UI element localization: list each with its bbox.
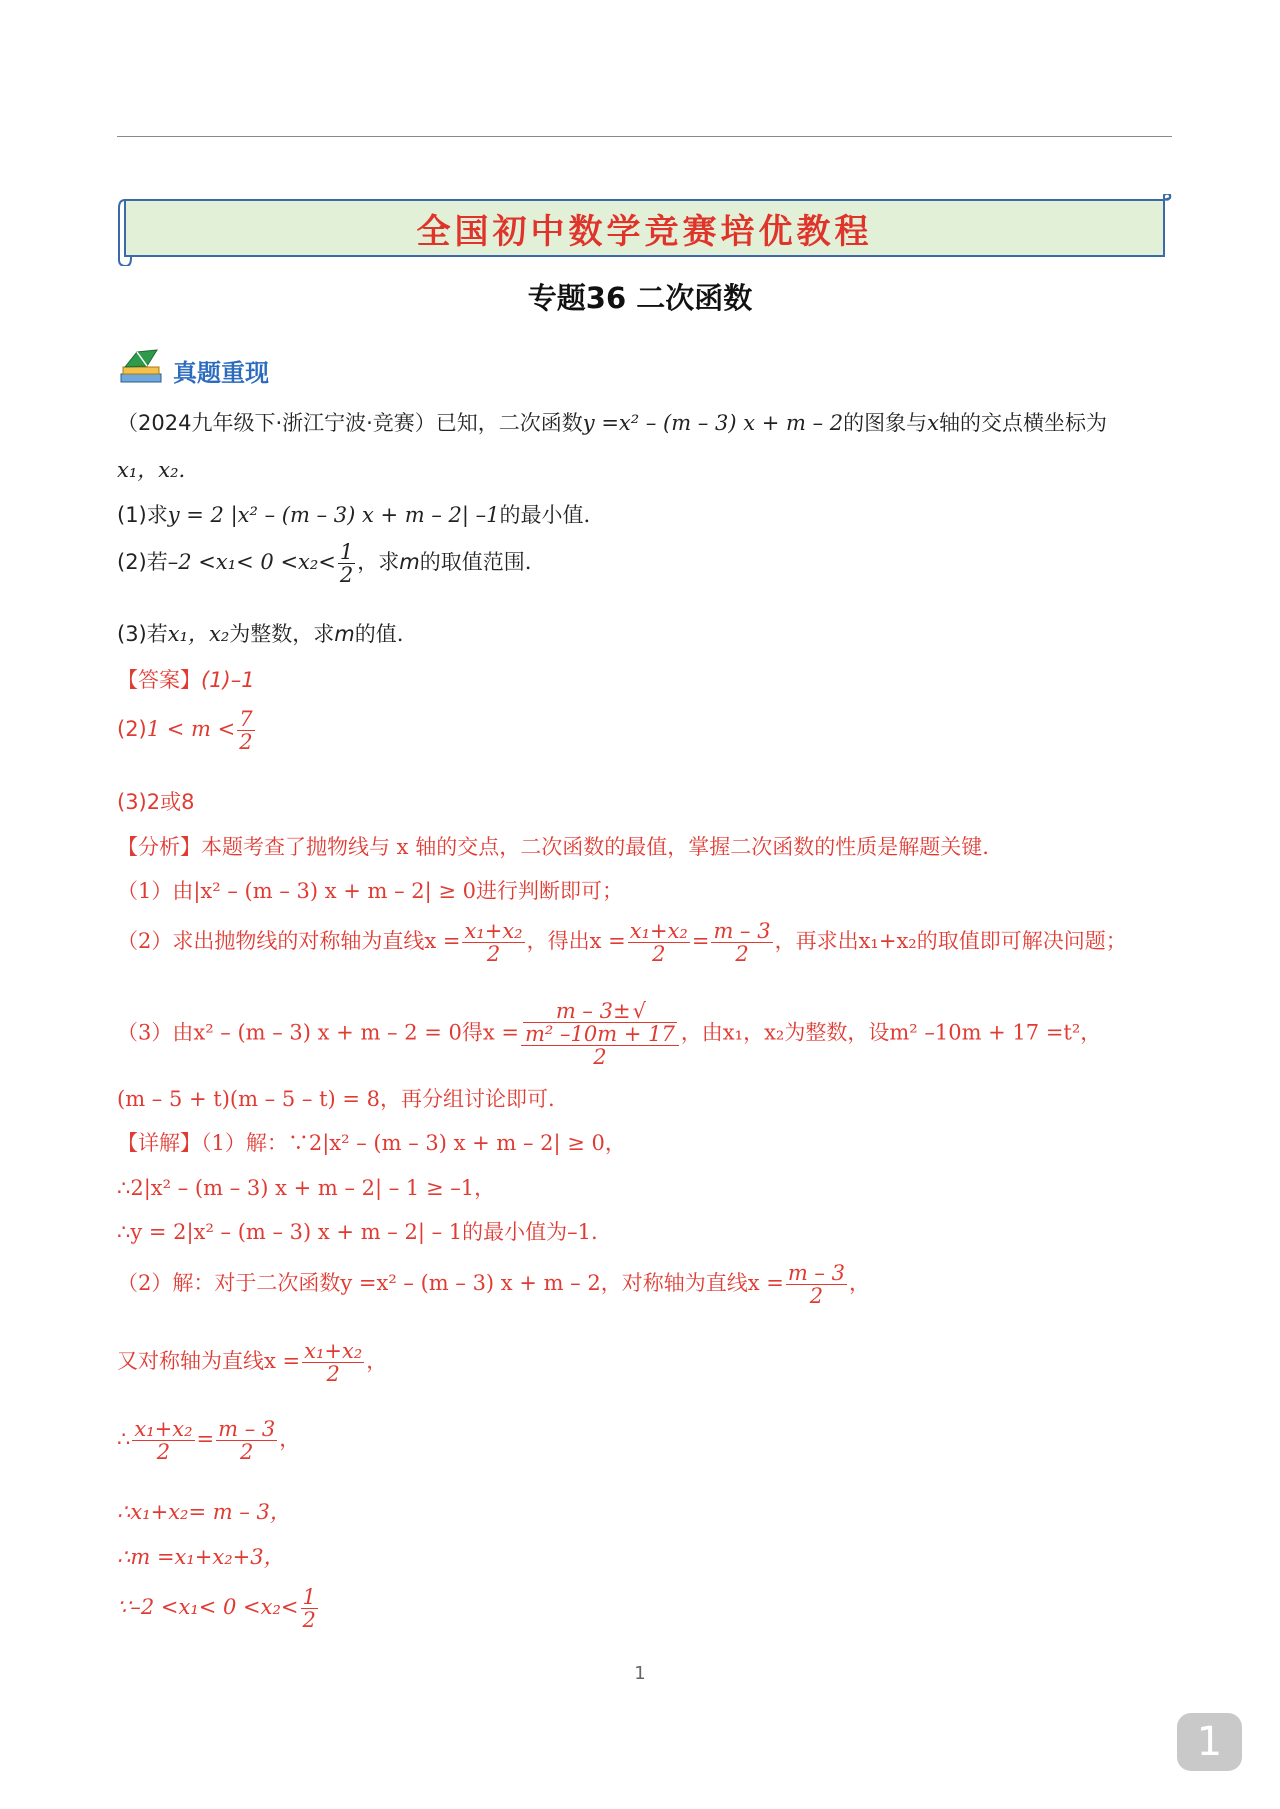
answer-2-expr: 1 < m <: [146, 717, 236, 742]
question-1: [117, 505, 590, 526]
detail-6b: =: [196, 1427, 215, 1452]
q1-expr: y = 2 |x² – (m – 3) x + m – 2| –1: [167, 503, 500, 527]
problem-source: （2024九年级下·浙江宁波·竞赛）: [117, 411, 436, 435]
q3-mid: 为整数，求: [229, 622, 335, 646]
analysis-line-1: [117, 837, 989, 858]
detail-line-1: [117, 1133, 626, 1154]
page-title: 专题36 二次函数: [527, 281, 753, 315]
fraction-sum-4: $\frac{\text{x₁+x₂}}{2}$: [134, 1417, 193, 1465]
detail-4b: ，: [848, 1271, 870, 1296]
answer-line-2: [117, 708, 257, 753]
s2-c: =: [691, 929, 710, 954]
answer-1: (1)–1: [201, 668, 255, 692]
detail-line-7: ∴x₁+x₂= m – 3，: [117, 1500, 291, 1524]
analysis-text: 本题考查了抛物线与 x 轴的交点，二次函数的最值，掌握二次函数的性质是解题关键.: [201, 835, 989, 859]
banner-title: 全国初中数学竞赛培优教程: [416, 212, 873, 252]
analysis-step-1: （1）由|x² – (m – 3) x + m – 2| ≥ 0进行判断即可；: [117, 879, 624, 903]
detail-label: 【详解】: [117, 1131, 201, 1155]
answer-line-1: [117, 670, 255, 691]
detail-5a: 又对称轴为直线x =: [117, 1349, 301, 1374]
section-label: 真题重现: [173, 359, 269, 387]
problem-intro-b: 的图象与: [843, 411, 928, 435]
question-2: [117, 541, 531, 586]
page-number: 1: [634, 1663, 646, 1684]
problem-intro: 已知，二次函数: [435, 411, 583, 435]
detail-6c: ，: [279, 1427, 301, 1452]
q3-end: 的值.: [354, 622, 404, 646]
analysis-label: 【分析】: [117, 835, 201, 859]
problem-x: x: [927, 411, 939, 435]
q2-m: m: [399, 550, 420, 575]
detail-line-6: [117, 1418, 300, 1463]
detail-5b: ，: [366, 1349, 388, 1374]
s2-d: ，再求出x₁+x₂的取值即可解决问题；: [774, 929, 1127, 954]
detail-1: （1）解：∵2|x² – (m – 3) x + m – 2| ≥ 0，: [201, 1131, 626, 1155]
title-banner: [117, 194, 1172, 266]
detail-line-9: [117, 1586, 320, 1631]
fraction-half-b: $\frac{1}{2}$: [302, 1585, 316, 1633]
s2-a: （2）求出抛物线的对称轴为直线x =: [117, 929, 461, 954]
fraction-sum: $\frac{\text{x₁+x₂}}{2}$: [464, 919, 523, 967]
s3-b: ，由x₁，x₂为整数，设m² –10m + 17 =t²，: [680, 1020, 1102, 1045]
fraction-half: $\frac{1}{2}$: [339, 540, 354, 588]
q2-expr: –2 <x₁< 0 <x₂<: [167, 550, 336, 575]
fraction-sum-2: $\frac{\text{x₁+x₂}}{2}$: [629, 919, 688, 967]
detail-line-3: ∴y = 2|x² – (m – 3) x + m – 2| – 1的最小值为–1.: [117, 1220, 598, 1244]
q1-suffix: 的最小值.: [499, 503, 591, 527]
detail-line-5: [117, 1340, 387, 1385]
page-badge[interactable]: 1: [1177, 1713, 1242, 1771]
analysis-step-3: [117, 1000, 1101, 1068]
detail-4a: （2）解：对于二次函数y =x² – (m – 3) x + m – 2，对称轴为直线x =: [117, 1271, 784, 1296]
analysis-step-2: [117, 920, 1127, 965]
answer-2-prefix: (2): [117, 717, 147, 742]
fraction-m3: $\frac{m - 3}{2}$: [713, 919, 771, 967]
fraction-root: m – 3±√ m² –10m + 17 2: [521, 1000, 679, 1068]
problem-intro-c: 轴的交点横坐标为: [939, 411, 1107, 435]
problem-line-2: x₁，x₂.: [117, 458, 186, 482]
problem-line-1: [117, 413, 1107, 434]
book-stack-icon: [117, 348, 165, 392]
detail-9: ∵–2 <x₁< 0 <x₂<: [117, 1595, 299, 1620]
fraction-m3-c: $\frac{m - 3}{2}$: [218, 1417, 276, 1465]
q2-end: 的取值范围.: [419, 550, 532, 575]
q3-m: m: [334, 622, 355, 646]
question-3: [117, 624, 403, 645]
problem-function: y =x² – (m – 3) x + m – 2: [582, 411, 844, 435]
detail-6a: ∴: [117, 1427, 131, 1452]
analysis-step-3b: (m – 5 + t)(m – 5 – t) = 8，再分组讨论即可.: [117, 1087, 555, 1111]
q1-prefix: (1)求: [117, 503, 168, 527]
detail-line-2: ∴2|x² – (m – 3) x + m – 2| – 1 ≥ –1，: [117, 1176, 496, 1200]
fraction-seven-half: $\frac{7}{2}$: [239, 707, 253, 755]
detail-line-4: [117, 1262, 870, 1307]
s3-a: （3）由x² – (m – 3) x + m – 2 = 0得x =: [117, 1020, 519, 1045]
q2-suffix: ，求: [357, 550, 400, 575]
s2-b: ，得出x =: [526, 929, 626, 954]
fraction-sum-3: $\frac{\text{x₁+x₂}}{2}$: [304, 1339, 363, 1387]
fraction-m3-b: $\frac{m - 3}{2}$: [787, 1261, 845, 1309]
q2-prefix: (2)若: [117, 550, 168, 575]
header-rule: [117, 136, 1172, 137]
answer-label: 【答案】: [117, 668, 201, 692]
q3-expr: x₁，x₂: [167, 622, 230, 646]
answer-line-3: (3)2或8: [117, 790, 195, 814]
q3-prefix: (3)若: [117, 622, 168, 646]
detail-line-8: ∴m =x₁+x₂+3，: [117, 1545, 285, 1569]
